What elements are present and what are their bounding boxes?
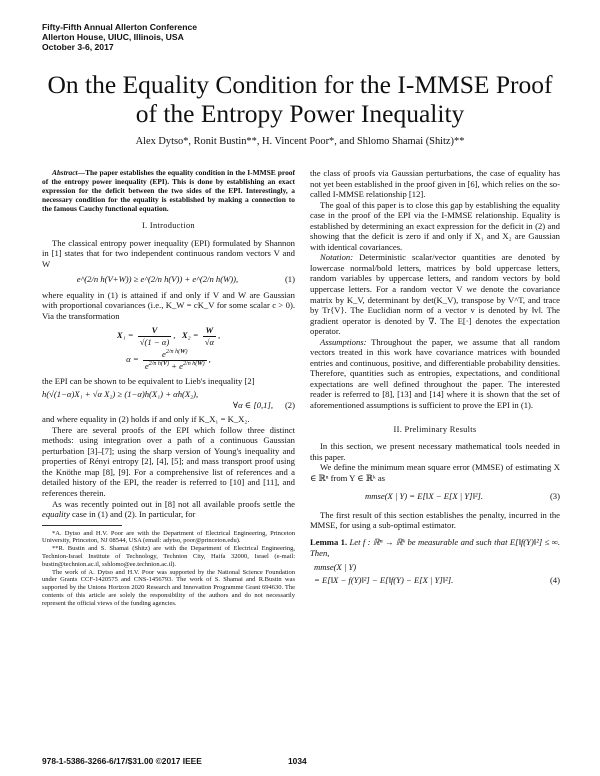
equation-4-line-2 xyxy=(310,575,560,586)
conference-header xyxy=(42,22,197,52)
equation-2-number: (2) xyxy=(284,399,295,410)
notation-text: Deterministic scalar/vector quantities are denoted by lowercase normal/bold letters, matrices by bold uppercase letters, random variables by uppercase letters, and random vectors by bold uppercase letters. For a random vector V we denote the covariance matrix by K_V, determinant by det(K_V), transpose by V^T, and trace by Tr{V}. The Euclidian norm of a vector v is denoted by ‖v‖. The gradient operator is denoted by ∇. The E[·] denotes the expectation operator. xyxy=(310,252,560,337)
right-paragraph-1: the class of proofs via Gaussian perturbations, the case of equality has not yet been established in the proof given in [6], which relies on the so-called I-MMSE relationship [12]. xyxy=(310,168,560,200)
equation-3-body: mmse(X | Y) = E[‖X − E[X | Y]‖²]. xyxy=(365,491,483,502)
lemma-1 xyxy=(310,537,560,558)
notation-paragraph xyxy=(310,252,560,336)
equation-4-line-1 xyxy=(310,562,560,573)
assumptions-paragraph xyxy=(310,337,560,411)
title-line-2: of the Entropy Power Inequality xyxy=(135,99,465,128)
equation-1 xyxy=(42,274,295,285)
equation-3-number: (3) xyxy=(549,491,560,502)
abstract xyxy=(42,168,295,213)
left-column xyxy=(42,168,295,608)
notation-label: Notation: xyxy=(320,252,354,263)
footer-page-number: 1034 xyxy=(288,756,307,766)
paper-title xyxy=(30,70,570,128)
transformation-equation xyxy=(42,325,295,371)
equation-2-body: h(√(1−α)X₁ + √α X₂) ≥ (1−α)h(X₁) + αh(X₂), xyxy=(42,389,199,400)
intro-paragraph-6 xyxy=(42,499,295,520)
footnote-1: *A. Dytso and H.V. Poor are with the Department of Electrical Engineering, Princeton University, Princeton, NJ 08544, USA (email: adytso, poor@princeton.edu). xyxy=(42,529,295,545)
footer-isbn: 978-1-5386-3266-6/17/$31.00 ©2017 IEEE xyxy=(42,756,202,766)
transformation-line-1: X₁ = $\frac{V}{√(1 - \alpha)}$ , X₂ = $\frac{W}{√\alpha}$ , xyxy=(116,325,221,347)
equation-4-lhs: mmse(X | Y) xyxy=(314,562,357,573)
intro-paragraph-1: The classical entropy power inequality (EPI) formulated by Shannon in [1] states that for two independent continuous random vectors V and W xyxy=(42,237,295,269)
assumptions-text: Throughout the paper, we assume that all random vectors treated in this work have covariance matrices with bounded entries and continuous, positive, and differentiable probability densities. Therefore, quantities such as entropies, expectations, and conditional expectations are well defined throughout the paper. The interested reader is referred to [8], [13] and [14] where it is shown that the set of aforementioned assumptions is sufficient to prove the EPI in (1). xyxy=(310,336,560,411)
intro-p6-end: case in (1) and (2). In particular, for xyxy=(69,509,196,520)
intro-paragraph-3: the EPI can be shown to be equivalent to Lieb's inequality [2] xyxy=(42,375,255,386)
lemma-text: Let f : ℝⁿ → ℝᵏ be measurable and such that E[‖f(Y)‖²] ≤ ∞. Then, xyxy=(310,536,561,558)
assumptions-label: Assumptions: xyxy=(320,336,367,347)
intro-p6-start: As was recently pointed out in [8] not all available proofs settle the xyxy=(52,498,295,509)
footnote-rule xyxy=(42,525,122,526)
intro-paragraph-5: There are several proofs of the EPI which follow three distinct methods: using integration over a path of a continuous Gaussian perturbation [3]–[7]; using the sharp version of Young's inequality and properties of Rényi entropy [2], [4], [5]; and mass transport proof using the Knöthe map [8], [9]. For a comprehensive list of references and a detailed history of the EPI, the reader is referred to [10] and [11], and references therein. xyxy=(42,424,295,499)
footnote-3: The work of A. Dytso and H.V. Poor was supported by the National Science Foundation under Grants CCF-1420575 and CNS-1456793. The work of S. Shamai and R.Bustin was supported by the Unions Horizon 2020 Research and Innovation Programme Grant 694630. The contents of this article are solely the responsibility of the authors and do not necessarily represent the official views of the funding agencies. xyxy=(42,568,295,607)
author-list: Alex Dytso*, Ronit Bustin**, H. Vincent Poor*, and Shlomo Shamai (Shitz)** xyxy=(135,136,465,147)
intro-paragraph-2: where equality in (1) is attained if and only if V and W are Gaussian with proportional covariances (i.e., K_W = cK_V for some scalar c > 0). Via the transformation xyxy=(42,289,295,321)
prelim-paragraph-1: In this section, we present necessary mathematical tools needed in this paper. xyxy=(310,441,560,462)
conference-location: Allerton House, UIUC, Illinois, USA xyxy=(42,32,184,42)
right-column xyxy=(310,168,560,585)
abstract-label: Abstract xyxy=(52,168,78,177)
conference-dates: October 3-6, 2017 xyxy=(42,42,114,52)
equation-3 xyxy=(310,491,560,502)
transformation-line-2: α = $\frac{e^{2/n h(W)}}{e^{2/n h(V)} + e^{2/n h(W)}}$ , xyxy=(126,349,211,372)
title-line-1: On the Equality Condition for the I-MMSE Proof xyxy=(47,70,553,99)
equation-2 xyxy=(42,389,295,400)
equation-4-rhs: = E[‖X − f(Y)‖²] − E[‖f(Y) − E[X | Y]‖²]. xyxy=(314,574,454,585)
intro-paragraph-4: and where equality in (2) holds if and only if K_X₁ = K_X₂. xyxy=(42,414,250,425)
section-heading-introduction: I. Introduction xyxy=(142,221,195,230)
right-paragraph-2: The goal of this paper is to close this gap by establishing the equality case in the proof of the EPI via the I-MMSE relationship. Equality is established by determining an exact expression for the deficit in (2) and showing that the deficit is zero if and only if X₁ and X₂ are Gaussian with identical covariances. xyxy=(310,199,560,252)
abstract-text: —The paper establishes the equality condition in the I-MMSE proof of the entropy power inequality (EPI). This is done by establishing an exact expression for the deficit between the two sides of the EPI. Interestingly, a necessary condition for the equality is established by making a connection to the famous Cauchy functional equation. xyxy=(42,168,295,213)
footnote-2: **R. Bustin and S. Shamai (Shitz) are with the Department of Electrical Engineering, Technion-Israel Institute of Technology, Technion City, Haifa 32000, Israel (e-mail: bustin@technion.ac.il, sshlomo@ee.technion.ac.il). xyxy=(42,545,295,568)
equation-2-quantifier: ∀α ∈ [0,1], xyxy=(232,399,273,410)
prelim-paragraph-3: The first result of this section establishes the penalty, incurred in the MMSE, for using a sub-optimal estimator. xyxy=(310,509,560,531)
lemma-label: Lemma 1. xyxy=(310,536,348,547)
conference-name: Fifty-Fifth Annual Allerton Conference xyxy=(42,22,198,32)
intro-p6-emphasis: equality xyxy=(42,509,70,520)
equation-4-number: (4) xyxy=(549,574,560,585)
section-heading-preliminary: II. Preliminary Results xyxy=(393,424,477,434)
equation-1-body: e^(2/n h(V+W)) ≥ e^(2/n h(V)) + e^(2/n h(W)), xyxy=(76,274,239,285)
prelim-paragraph-2: We define the minimum mean square error (MMSE) of estimating X ∈ ℝⁿ from Y ∈ ℝᵏ as xyxy=(310,462,560,483)
equation-1-number: (1) xyxy=(284,274,295,285)
equation-2-continued xyxy=(42,400,295,411)
